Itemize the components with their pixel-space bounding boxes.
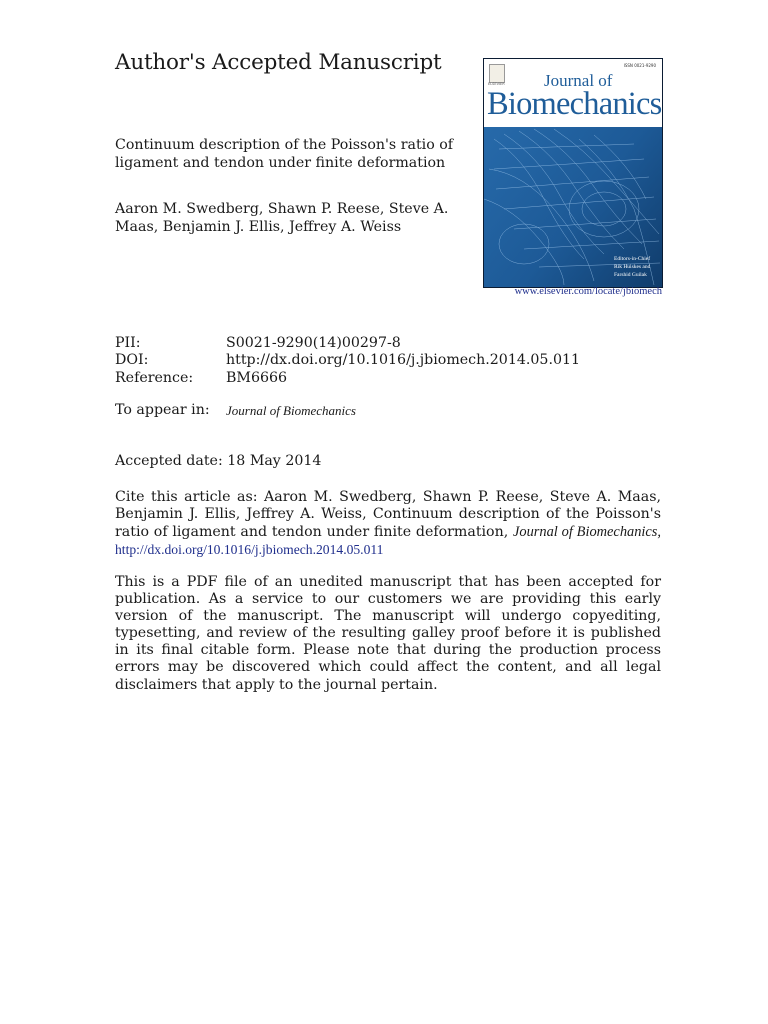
accepted-value: 18 May 2014 (227, 453, 322, 469)
doi-label: DOI: (115, 352, 149, 368)
cover-journal-name: Biomechanics (487, 86, 662, 122)
citation-journal: Journal of Biomechanics, (513, 523, 661, 540)
elsevier-logo (489, 64, 505, 83)
accepted-date (115, 453, 321, 469)
reference-value: BM6666 (226, 370, 288, 386)
journal-cover (483, 58, 663, 288)
appear-journal: Journal of Biomechanics (226, 403, 356, 418)
pii-value: S0021-9290(14)00297-8 (226, 335, 401, 351)
accepted-label: Accepted date: (115, 453, 223, 469)
pii-label: PII: (115, 335, 141, 351)
citation-text: Cite this article as: Aaron M. Swedberg, Shawn P. Reese, Steve A. Maas, Benjamin J. Ellis, Jeffrey A. Weiss, Continuum description of the Poisson's ratio of ligament and tendon under finite deformation, (115, 489, 661, 540)
citation (115, 489, 661, 559)
reference-label: Reference: (115, 370, 194, 386)
doi-value: http://dx.doi.org/10.1016/j.jbiomech.2014.05.011 (226, 352, 581, 368)
elsevier-logo-text: ELSEVIER (488, 82, 505, 86)
article-title: Continuum description of the Poisson's ratio of ligament and tendon under finite deformation (115, 137, 454, 171)
appear-label: To appear in: (115, 402, 210, 418)
cover-issn: ISSN 0021-9290 (623, 63, 656, 68)
page-title: Author's Accepted Manuscript (115, 50, 442, 75)
cover-journal-prefix: Journal of (544, 71, 613, 90)
article-authors: Aaron M. Swedberg, Shawn P. Reese, Steve A. Maas, Benjamin J. Ellis, Jeffrey A. Weiss (115, 201, 449, 235)
journal-url-link[interactable]: www.elsevier.com/locate/jbiomech (514, 286, 662, 297)
disclaimer-paragraph: This is a PDF file of an unedited manuscript that has been accepted for publication. As a service to our customers we are providing this early version of the manuscript. The manuscript will undergo copyediting, typesetting, and review of the resulting galley proof before it is published in its final citable form. Please note that during the production process errors may be discovered which could affect the content, and all legal disclaimers that apply to the journal pertain. (115, 574, 661, 693)
citation-doi-link[interactable]: http://dx.doi.org/10.1016/j.jbiomech.2014.05.011 (115, 541, 384, 557)
cover-editors: Editors-in-Chief Rik Huiskes and Farshid Guilak (614, 256, 651, 278)
